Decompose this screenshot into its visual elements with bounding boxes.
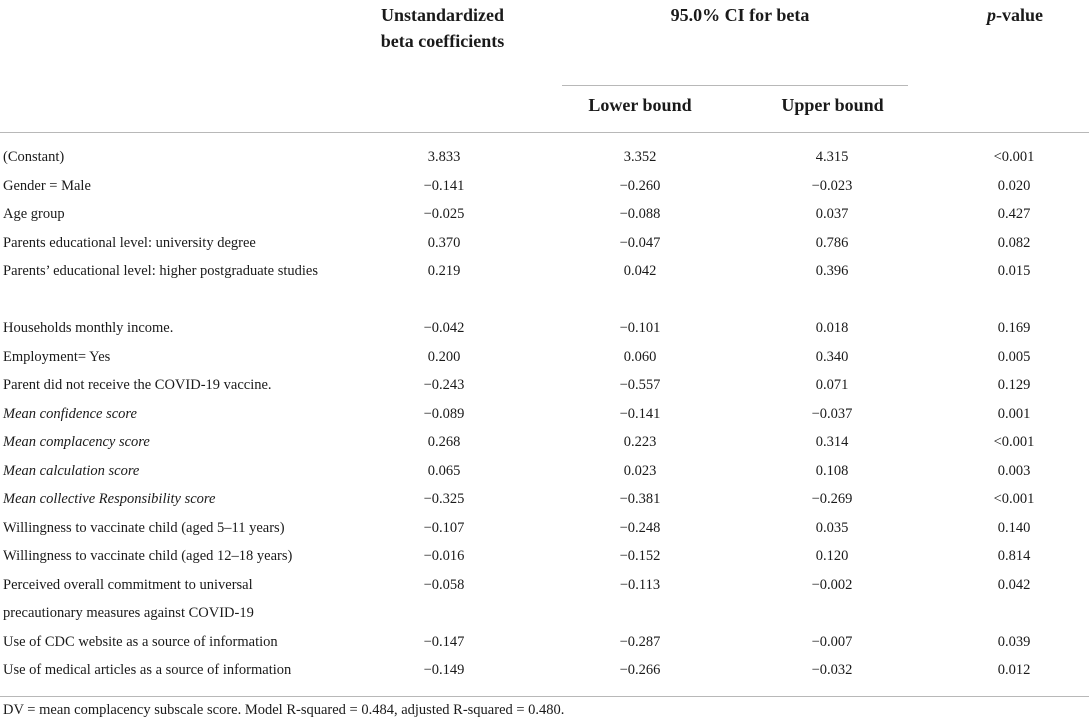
p-value: <0.001 <box>993 491 1035 507</box>
beta-value: −0.243 <box>423 377 465 393</box>
upper-value: 0.396 <box>815 263 849 279</box>
upper-value: −0.037 <box>811 405 853 422</box>
table-footnote: DV = mean complacency subscale score. Model R-squared = 0.484, adjusted R-squared = 0.480. <box>3 702 565 718</box>
upper-value: −0.023 <box>811 177 853 194</box>
row-label: Parent did not receive the COVID-19 vaccine. <box>3 377 272 393</box>
row-label: Gender = Male <box>3 177 91 194</box>
row-label: Parents’ educational level: higher postgraduate studies <box>3 263 319 279</box>
p-value: 0.814 <box>997 548 1031 564</box>
lower-value: −0.101 <box>619 320 661 336</box>
lower-value: −0.266 <box>619 662 661 678</box>
beta-value: −0.058 <box>423 576 465 593</box>
lower-value: −0.260 <box>619 177 661 194</box>
lower-value: −0.248 <box>619 519 661 536</box>
table-row <box>0 542 1089 571</box>
bottom-rule <box>0 696 1089 697</box>
header-p-italic: p <box>987 5 996 25</box>
table-row <box>0 571 1089 628</box>
row-label: Use of CDC website as a source of information <box>3 633 278 650</box>
ci-underline <box>562 85 908 86</box>
table-row <box>0 400 1089 429</box>
upper-value: 0.120 <box>815 548 849 564</box>
table-row <box>0 343 1089 372</box>
row-label: Use of medical articles as a source of information <box>3 662 292 678</box>
lower-value: −0.287 <box>619 633 661 650</box>
beta-value: 3.833 <box>427 149 461 165</box>
upper-value: 0.340 <box>815 348 849 365</box>
beta-value: 0.200 <box>427 348 461 365</box>
row-label: Households monthly income. <box>3 320 174 336</box>
lower-value: −0.381 <box>619 491 661 507</box>
upper-value: 0.035 <box>815 519 849 536</box>
upper-value: 0.314 <box>815 434 849 450</box>
beta-value: −0.141 <box>423 177 465 194</box>
beta-value: −0.016 <box>423 548 465 564</box>
lower-value: 0.023 <box>623 462 657 479</box>
header-p-rest: -value <box>996 5 1043 25</box>
beta-value: −0.107 <box>423 519 465 536</box>
upper-value: 0.071 <box>815 377 849 393</box>
header-rule <box>0 132 1089 133</box>
row-label: Employment= Yes <box>3 348 111 365</box>
p-value: <0.001 <box>993 434 1035 450</box>
lower-value: −0.113 <box>619 576 661 593</box>
beta-value: −0.025 <box>423 206 465 222</box>
table-row <box>0 485 1089 514</box>
table-row <box>0 143 1089 172</box>
table-row <box>0 514 1089 543</box>
upper-value: −0.269 <box>811 491 853 507</box>
row-label: Willingness to vaccinate child (aged 12–18 years) <box>3 548 293 564</box>
p-value: <0.001 <box>993 149 1035 165</box>
p-value: 0.015 <box>997 263 1031 279</box>
p-value: 0.001 <box>997 405 1031 422</box>
upper-value: −0.032 <box>811 662 853 678</box>
header-ci: 95.0% CI for beta <box>670 5 810 25</box>
lower-value: 3.352 <box>623 149 657 165</box>
upper-value: 0.018 <box>815 320 849 336</box>
header-p-value <box>965 2 1065 28</box>
p-value: 0.003 <box>997 462 1031 479</box>
row-label: Age group <box>3 206 65 222</box>
header-beta: Unstandardized beta coefficients <box>380 5 505 51</box>
p-value: 0.169 <box>997 320 1031 336</box>
row-label: Mean complacency score <box>3 434 150 450</box>
table-row <box>0 656 1089 685</box>
p-value: 0.082 <box>997 234 1031 251</box>
lower-value: 0.223 <box>623 434 657 450</box>
row-label: Mean calculation score <box>3 462 140 479</box>
table-row <box>0 257 1089 314</box>
p-value: 0.042 <box>997 576 1031 593</box>
p-value: 0.012 <box>997 662 1031 678</box>
p-value: 0.005 <box>997 348 1031 365</box>
lower-value: −0.557 <box>619 377 661 393</box>
beta-value: 0.065 <box>427 462 461 479</box>
lower-value: −0.152 <box>619 548 661 564</box>
upper-value: −0.002 <box>811 576 853 593</box>
p-value: 0.427 <box>997 206 1031 222</box>
header-lower-bound: Lower bound <box>588 95 692 115</box>
beta-value: −0.147 <box>423 633 465 650</box>
table-row <box>0 628 1089 657</box>
row-label: Mean confidence score <box>3 405 137 422</box>
beta-value: −0.149 <box>423 662 465 678</box>
beta-value: 0.268 <box>427 434 461 450</box>
row-label: Parents educational level: university degree <box>3 234 256 251</box>
upper-value: 0.786 <box>815 234 849 251</box>
beta-value: 0.370 <box>427 234 461 251</box>
lower-value: 0.060 <box>623 348 657 365</box>
row-label: Willingness to vaccinate child (aged 5–11 years) <box>3 519 285 536</box>
table-row <box>0 371 1089 400</box>
beta-value: −0.042 <box>423 320 465 336</box>
p-value: 0.129 <box>997 377 1031 393</box>
lower-value: 0.042 <box>623 263 657 279</box>
table-row <box>0 457 1089 486</box>
table-row <box>0 172 1089 201</box>
row-label: Mean collective Responsibility score <box>3 491 216 507</box>
upper-value: −0.007 <box>811 633 853 650</box>
upper-value: 0.037 <box>815 206 849 222</box>
lower-value: −0.047 <box>619 234 661 251</box>
table-row <box>0 428 1089 457</box>
beta-value: −0.325 <box>423 491 465 507</box>
beta-value: 0.219 <box>427 263 461 279</box>
header-upper-bound: Upper bound <box>781 95 884 115</box>
table-body <box>0 143 1089 685</box>
upper-value: 4.315 <box>815 149 849 165</box>
beta-value: −0.089 <box>423 405 465 422</box>
table-row <box>0 229 1089 258</box>
row-label: (Constant) <box>3 149 65 165</box>
p-value: 0.039 <box>997 633 1031 650</box>
p-value: 0.020 <box>997 177 1031 194</box>
upper-value: 0.108 <box>815 462 849 479</box>
lower-value: −0.141 <box>619 405 661 422</box>
table-row <box>0 314 1089 343</box>
lower-value: −0.088 <box>619 206 661 222</box>
p-value: 0.140 <box>997 519 1031 536</box>
table-row <box>0 200 1089 229</box>
row-label: Perceived overall commitment to universal precautionary measures against COVID-19 <box>3 576 254 621</box>
